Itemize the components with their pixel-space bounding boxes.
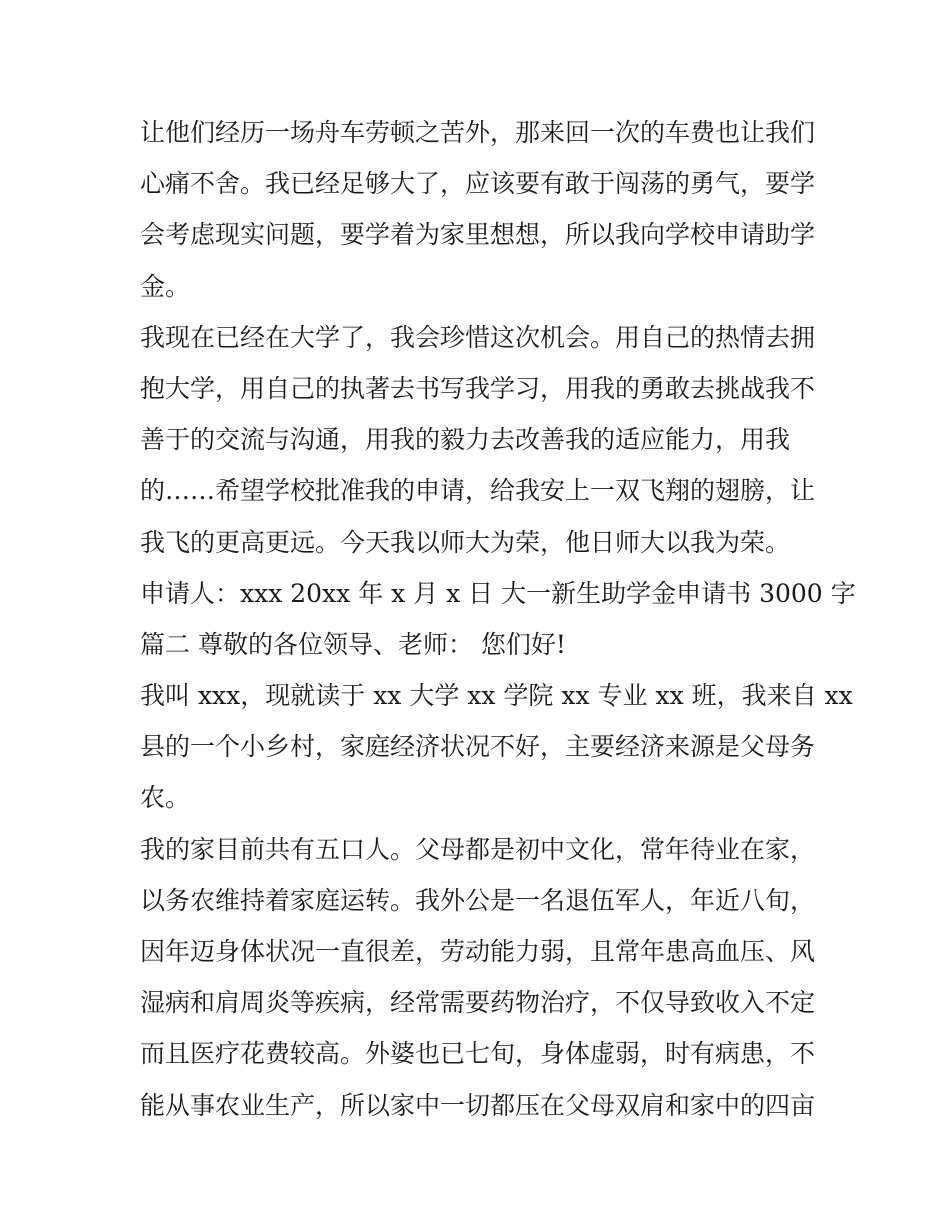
text-line: 能从事农业生产，所以家中一切都压在父母双肩和家中的四亩 [140,1090,816,1120]
text-line: 篇二 尊敬的各位领导、老师： 您们好! [140,629,566,659]
text-line: 抱大学，用自己的执著去书写我学习，用我的勇敢去挑战我不 [140,373,816,403]
text-line: 而且医疗花费较高。外婆也已七旬，身体虚弱，时有病患，不 [140,1039,816,1069]
text-line: 我的家目前共有五口人。父母都是初中文化，常年待业在家， [140,834,816,864]
text-line: 金。 [140,271,191,301]
text-line: 湿病和肩周炎等疾病，经常需要药物治疗，不仅导致收入不定 [140,988,816,1018]
text-line: 我现在已经在大学了，我会珍惜这次机会。用自己的热情去拥 [140,322,816,352]
text-line: 因年迈身体状况一直很差，劳动能力弱，且常年患高血压、风 [140,937,816,966]
text-line: 以务农维持着家庭运转。我外公是一名退伍军人，年近八旬， [140,885,816,915]
text-line: 心痛不舍。我已经足够大了，应该要有敢于闯荡的勇气，要学 [140,169,816,199]
text-line: 县的一个小乡村，家庭经济状况不好，主要经济来源是父母务 [140,732,816,762]
text-line: 我叫 xxx，现就读于 xx 大学 xx 学院 xx 专业 xx 班，我来自 xx [140,681,853,711]
text-line: 我飞的更高更远。今天我以师大为荣，他日师大以我为荣。 [140,527,791,557]
document-body [140,107,856,1131]
text-line: 农。 [140,783,191,813]
text-line: 会考虑现实问题，要学着为家里想想，所以我向学校申请助学 [140,220,816,250]
text-line: 让他们经历一场舟车劳顿之苦外，那来回一次的车费也让我们 [140,118,816,147]
text-line: 善于的交流与沟通，用我的毅力去改善我的适应能力，用我 [140,425,791,455]
text-line: 申请人：xxx 20xx 年 x 月 x 日 大一新生助学金申请书 3000 字 [140,578,856,608]
text-line: 的……希望学校批准我的申请，给我安上一双飞翔的翅膀，让 [140,476,816,506]
